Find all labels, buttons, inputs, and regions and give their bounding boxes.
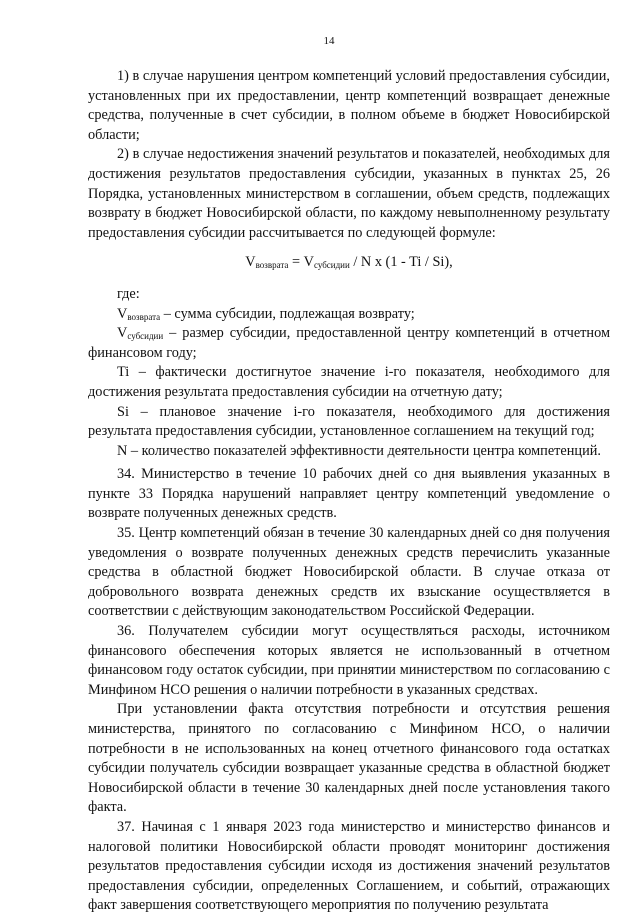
paragraph-clause-1: 1) в случае нарушения центром компетенций условий предоставления субсидии, установленных при их предоставлении, центр компетенций возвращает денежные средства, полученные в счет субсидии, в полном объеме в бюджет Новосибирской области; xyxy=(88,68,610,143)
def-symbol: Ti xyxy=(117,364,130,381)
def-text: – фактически достигнутое значение i-го показателя, необходимого для достижения результата предоставления субсидии на отчетную дату; xyxy=(88,364,610,400)
def-symbol: V xyxy=(117,325,128,342)
definition-v-refund xyxy=(88,305,610,325)
def-symbol: N xyxy=(117,442,128,459)
definition-v-subsidy xyxy=(88,324,610,363)
definition-n xyxy=(88,442,610,462)
def-symbol: V xyxy=(117,305,128,322)
definition-si xyxy=(88,403,610,442)
formula-equals: = xyxy=(288,254,304,271)
def-symbol: Si xyxy=(117,403,129,420)
def-text: – плановое значение i-го показателя, необходимого для достижения результата предоставления субсидии, установленное соглашением на текущий год; xyxy=(88,403,610,440)
paragraph-36-continued: При установлении факта отсутствия потребности и отсутствия решения министерства, принятого по согласованию с Минфином НСО, о наличии потребности в не использованных на конец отчетного финансового года остатках субсидии получатель субсидии возвращает указанные средства в областной бюджет Новосибирской области в течение 30 календарных дней после установления такого факта. xyxy=(88,701,610,816)
formula-v-sub-subsidy: субсидии xyxy=(313,260,350,271)
formula-rest: / N x (1 - Ti / Si), xyxy=(349,254,453,271)
paragraph-36: 36. Получателем субсидии могут осуществляться расходы, источником финансового обеспечения которых является не использованный в отчетном финансовом году остаток субсидии, при принятии министерством по согласованию с Минфином НСО решения о наличии потребности в указанных средствах. xyxy=(88,623,610,698)
paragraph-34: 34. Министерство в течение 10 рабочих дней со дня выявления указанных в пункте 33 Порядка нарушений направляет центру компетенций уведомление о возврате полученных денежных средств. xyxy=(88,466,610,522)
def-text: – количество показателей эффективности деятельности центра компетенций. xyxy=(127,442,601,459)
formula-v-symbol: V xyxy=(245,254,256,271)
def-sub: возврата xyxy=(127,311,161,322)
page-number: 14 xyxy=(323,35,335,47)
def-text: – размер субсидии, предоставленной центру компетенций в отчетном финансовом году; xyxy=(88,325,610,361)
where-label: где: xyxy=(117,285,140,302)
paragraph-35: 35. Центр компетенций обязан в течение 30 календарных дней со дня получения уведомления о возврате полученных денежных средств перечислить указанные средства в областной бюджет Новосибирской области. В случае отказа от добровольного возврата денежных средств их взыскание осуществляется в соответствии с действующим законодательством Российской Федерации. xyxy=(88,525,610,620)
paragraph-37: 37. Начиная с 1 января 2023 года министерство и министерство финансов и налоговой политики Новосибирской области проводят мониторинг достижения результатов предоставления субсидии исходя из достижения значений результатов предоставления субсидии, определенных Соглашением, и событий, отражающих факт завершения соответствующего мероприятия по получению результата xyxy=(88,818,610,914)
paragraph-clause-2: 2) в случае недостижения значений результатов и показателей, необходимых для достижения результатов предоставления субсидии, указанных в пунктах 25, 26 Порядка, установленных министерством в соглашении, объем средств, подлежащих возврату в бюджет Новосибирской области, по каждому невыполненному результату предоставления субсидии рассчитывается по следующей формуле: xyxy=(88,146,610,241)
def-sub: субсидии xyxy=(127,331,164,342)
formula-v-sub-refund: возврата xyxy=(255,260,289,271)
formula-v-symbol-2: V xyxy=(303,254,314,271)
definition-ti xyxy=(88,363,610,402)
def-text: – сумма субсидии, подлежащая возврату; xyxy=(160,305,415,322)
refund-formula xyxy=(88,253,610,273)
